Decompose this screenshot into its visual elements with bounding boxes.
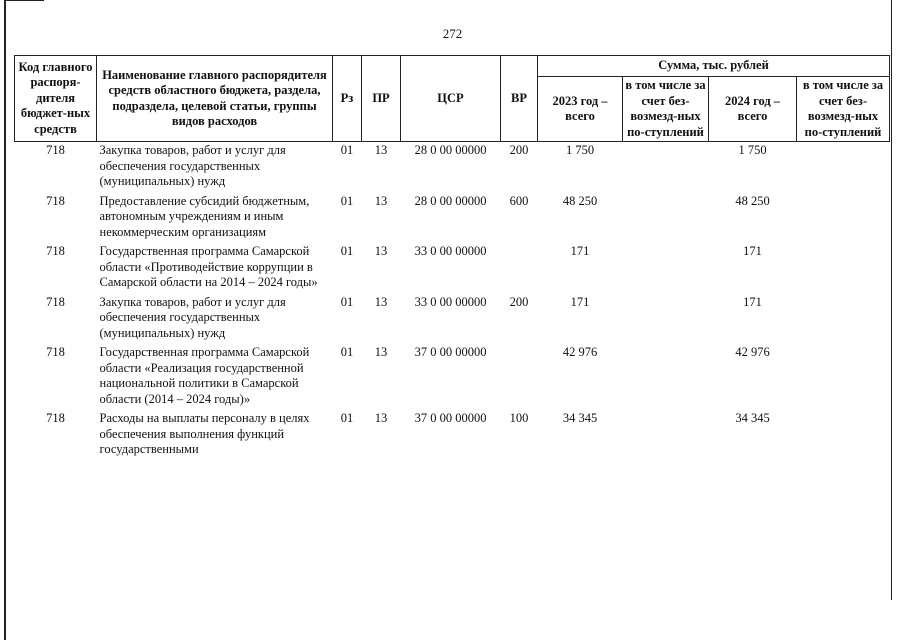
cell-name: Расходы на выплаты персоналу в целях обеспечения выполнения функций государственными: [99, 411, 310, 456]
cell-2023-free: [623, 410, 709, 461]
cell-2024-total: 34 345: [735, 411, 770, 425]
page-number: 272: [442, 26, 463, 41]
cell-2024-free: [797, 410, 890, 461]
cell-csr: 33 0 00 00000: [414, 244, 487, 258]
cell-vr: [501, 344, 538, 410]
cell-csr: 37 0 00 00000: [414, 411, 487, 425]
cell-2024-total: 48 250: [735, 193, 770, 208]
header-pr: ПР: [362, 56, 401, 142]
cell-2023-free: [623, 243, 709, 294]
cell-vr: 100: [509, 411, 529, 425]
cell-vr: 200: [509, 294, 529, 309]
cell-rz: 01: [340, 193, 354, 208]
cell-pr: 13: [374, 345, 388, 359]
header-2023-free: в том числе за счет без-возмезд-ных по-ступлений: [623, 77, 709, 142]
cell-name: Закупка товаров, работ и услуг для обеспечения государственных (муниципальных) нужд: [99, 294, 286, 340]
header-2024-free: в том числе за счет без-возмезд-ных по-ступлений: [797, 77, 890, 142]
cell-2023-total: 171: [570, 244, 590, 258]
cell-2024-total: 171: [743, 244, 762, 258]
header-2024-total: 2024 год – всего: [709, 77, 797, 142]
table-row: [15, 410, 890, 461]
cell-name: Государственная программа Самарской области «Реализация государственной национальной политики в Самарской области (2014 – 2024 годы)»: [99, 345, 310, 406]
cell-pr: 13: [374, 294, 388, 309]
cell-csr: 28 0 00 00000: [414, 193, 487, 208]
header-csr: ЦСР: [401, 56, 501, 142]
cell-vr: 600: [509, 193, 529, 208]
header-sum-group: Сумма, тыс. рублей: [538, 56, 890, 77]
cell-code: 718: [46, 345, 65, 359]
cell-rz: 01: [340, 143, 354, 157]
cell-2023-total: 34 345: [562, 411, 598, 425]
cell-name: Государственная программа Самарской области «Противодействие коррупции в Самарской области на 2014 – 2024 годы»: [99, 244, 318, 289]
cell-2024-free: [797, 294, 890, 345]
cell-2023-total: 171: [570, 294, 590, 309]
cell-2024-total: 42 976: [735, 345, 770, 359]
cell-name: Закупка товаров, работ и услуг для обеспечения государственных (муниципальных) нужд: [99, 143, 286, 188]
cell-2024-free: [797, 243, 890, 294]
cell-code: 718: [46, 193, 65, 208]
header-vr: ВР: [501, 56, 538, 142]
cell-pr: 13: [374, 143, 388, 157]
cell-code: 718: [46, 411, 65, 425]
cell-code: 718: [46, 294, 65, 309]
cell-2023-total: 42 976: [562, 345, 598, 359]
header-rz: Рз: [333, 56, 362, 142]
cell-rz: 01: [340, 411, 354, 425]
header-name: Наименование главного распорядителя средств областного бюджета, раздела, подраздела, целевой статьи, группы видов расходов: [97, 56, 333, 142]
scan-edge-right: [891, 0, 892, 600]
cell-2024-total: 171: [743, 294, 762, 309]
cell-2023-total: 1 750: [565, 143, 595, 157]
cell-2024-total: 1 750: [738, 143, 767, 157]
cell-2023-free: [623, 294, 709, 345]
cell-rz: 01: [340, 294, 354, 309]
table-row: [15, 243, 890, 294]
cell-pr: 13: [374, 244, 388, 258]
cell-rz: 01: [340, 244, 354, 258]
cell-csr: 37 0 00 00000: [414, 345, 487, 359]
cell-csr: 33 0 00 00000: [414, 294, 487, 309]
budget-table: [14, 55, 890, 461]
table-row: [15, 142, 890, 193]
table-header: [15, 56, 890, 142]
cell-2024-free: [797, 193, 890, 244]
cell-name: Предоставление субсидий бюджетным, автономным учреждениям и иным некоммерческим организациям: [99, 193, 310, 239]
header-code: Код главного распоря-дителя бюджет-ных средств: [15, 56, 97, 142]
cell-code: 718: [46, 143, 65, 157]
cell-2023-total: 48 250: [562, 193, 598, 208]
table-row: [15, 344, 890, 410]
cell-2023-free: [623, 344, 709, 410]
cell-pr: 13: [374, 193, 388, 208]
cell-vr: 200: [509, 143, 529, 157]
header-2023-total: 2023 год – всего: [538, 77, 623, 142]
table-row: [15, 193, 890, 244]
cell-2024-free: [797, 142, 890, 193]
cell-2023-free: [623, 193, 709, 244]
scan-edge-top-left: [4, 0, 44, 1]
cell-pr: 13: [374, 411, 388, 425]
scan-edge-left: [4, 0, 6, 640]
table-row: [15, 294, 890, 345]
cell-code: 718: [46, 244, 65, 258]
cell-2024-free: [797, 344, 890, 410]
cell-csr: 28 0 00 00000: [414, 143, 487, 157]
cell-2023-free: [623, 142, 709, 193]
cell-rz: 01: [340, 345, 354, 359]
table-body: [15, 142, 890, 461]
cell-vr: [501, 243, 538, 294]
